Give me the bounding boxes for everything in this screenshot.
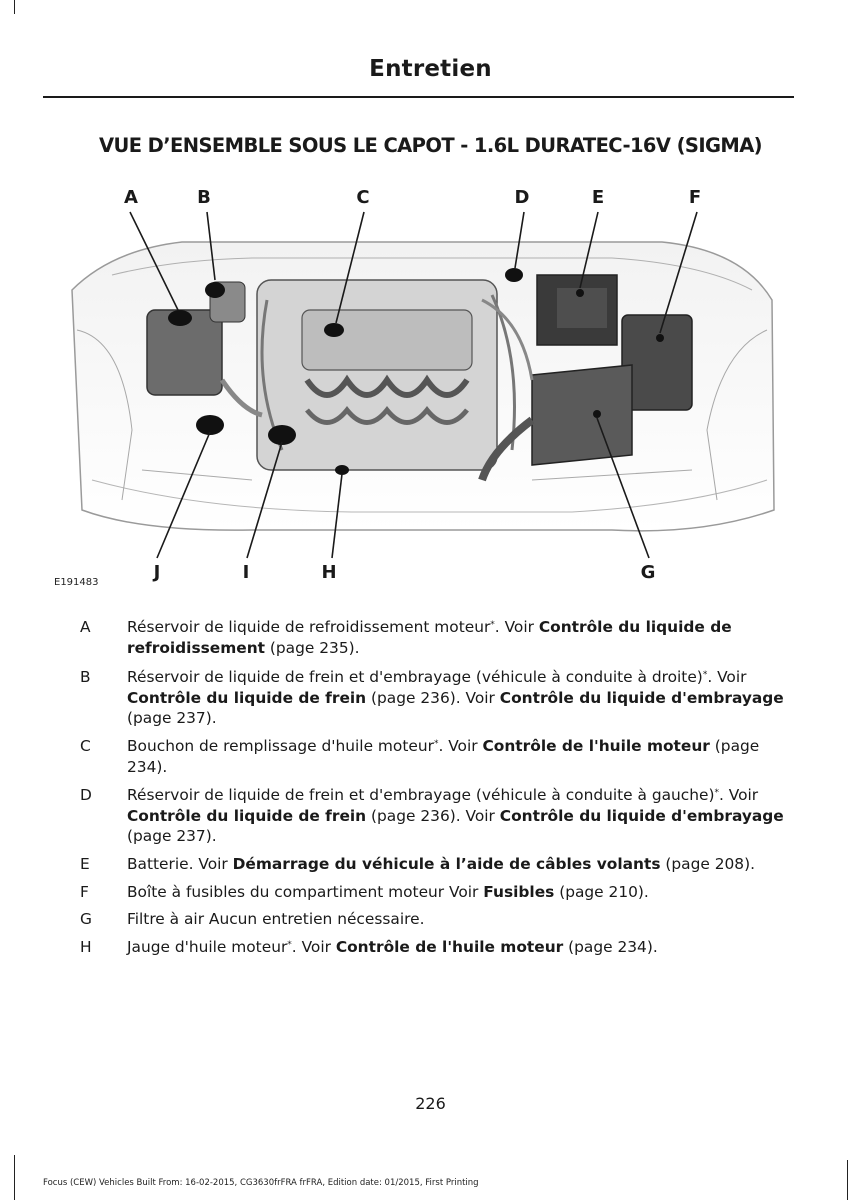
callout-j: J: [153, 562, 161, 583]
footer-text: Focus (CEW) Vehicles Built From: 16-02-2015, CG3630frFRA frFRA, Edition date: 01/2015, First Printing: [43, 1178, 479, 1188]
cross-reference: Contrôle de l'huile moteur: [335, 938, 564, 956]
item-letter: H: [80, 938, 92, 956]
callout-f: F: [688, 187, 702, 208]
page-number: 226: [415, 1094, 446, 1113]
item-letter: G: [80, 910, 92, 928]
item-letter: A: [80, 618, 91, 636]
callout-g: G: [640, 562, 656, 583]
callout-a: A: [124, 187, 138, 208]
callout-d: D: [514, 187, 530, 208]
page-header-title: Entretien: [369, 56, 492, 82]
item-letter: F: [80, 883, 89, 901]
cross-reference: Contrôle du liquide d'embrayage: [499, 688, 784, 707]
callout-h: H: [321, 562, 337, 583]
crop-mark-bottom-left: [14, 1155, 15, 1200]
callout-c: C: [356, 187, 370, 208]
engine-bay-figure: [52, 180, 792, 590]
item-letter: D: [80, 786, 92, 804]
cross-reference: Contrôle du liquide de frein: [127, 806, 367, 825]
callout-b: B: [197, 187, 211, 208]
engine-bay-illustration: [52, 180, 792, 590]
item-letter: B: [80, 668, 91, 686]
callout-i: I: [242, 562, 250, 583]
header-rule: [43, 96, 794, 98]
item-letter: E: [80, 855, 90, 873]
callout-e: E: [591, 187, 605, 208]
cross-reference: Contrôle du liquide d'embrayage: [499, 806, 784, 825]
crop-mark-top-left: [14, 0, 15, 14]
item-letter: C: [80, 737, 91, 755]
cross-reference: Fusibles: [483, 883, 555, 901]
cross-reference: Contrôle du liquide de frein: [127, 688, 367, 707]
figure-id: E191483: [54, 577, 99, 588]
cross-reference: Démarrage du véhicule à l’aide de câbles volants: [232, 855, 661, 873]
section-title: VUE D’ENSEMBLE SOUS LE CAPOT - 1.6L DURATEC-16V (SIGMA): [99, 134, 762, 157]
cross-reference: Contrôle du liquide de refroidissement: [127, 618, 732, 657]
crop-mark-bottom-right: [847, 1160, 848, 1200]
cross-reference: Contrôle de l'huile moteur: [482, 737, 710, 755]
